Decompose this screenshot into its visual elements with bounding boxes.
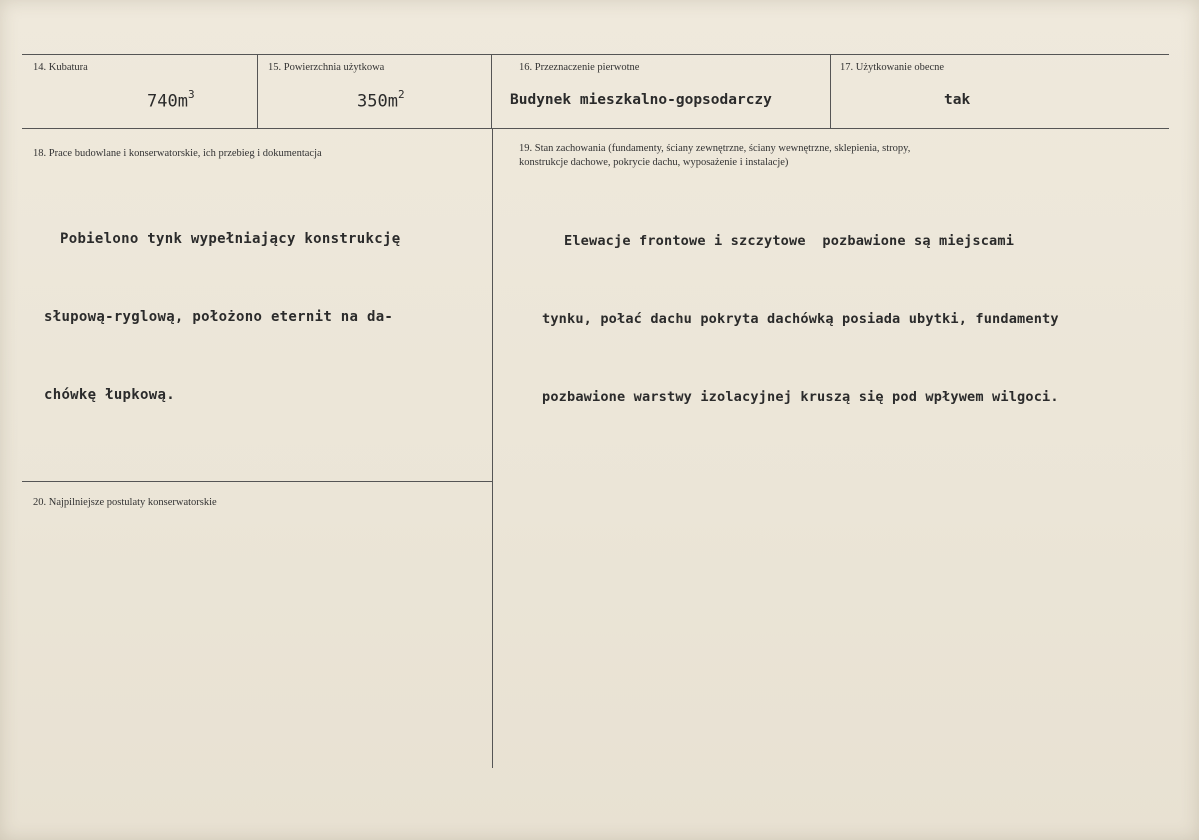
center-divider [492,128,493,768]
field-19-line: pozbawione warstwy izolacyjnej kruszą się pod wpływem wilgoci. [542,389,1059,405]
field-14-value: $740m^3$ [147,88,195,112]
field-16-label: 16. Przeznaczenie pierwotne [519,62,640,73]
divider-16-17 [830,54,831,128]
divider-14-15 [257,54,258,128]
field-19-text [542,176,1059,462]
field-18-line: chówkę łupkową. [44,387,175,403]
field-16-value: Budynek mieszkalno-gopsodarczy [510,92,772,108]
field-18-line: słupową-ryglową, położono eternit na da- [44,309,394,325]
field-18-label: 18. Prace budowlane i konserwatorskie, ich przebieg i dokumentacja [33,148,322,159]
field-15-value: $350m^2$ [357,88,405,112]
row1-bottom-rule [22,128,1169,129]
field-17-value: tak [944,92,971,108]
field-15-label: 15. Powierzchnia użytkowa [268,62,385,73]
field-19-label-line: 19. Stan zachowania (fundamenty, ściany zewnętrzne, ściany wewnętrzne, sklepienia, stropy, [519,143,911,154]
field-18-text [44,174,400,460]
divider-15-16 [491,54,492,128]
top-rule [22,54,1169,55]
field-20-label: 20. Najpilniejsze postulaty konserwatorskie [33,497,217,508]
field-17-label: 17. Użytkowanie obecne [840,62,945,73]
field-19-line: tynku, połać dachu pokryta dachówką posiada ubytki, fundamenty [542,311,1059,327]
field-19-label [519,142,910,170]
row2-bottom-rule [22,481,492,482]
field-19-line: Elewacje frontowe i szczytowe pozbawione są miejscami [564,233,1015,249]
field-14-label: 14. Kubatura [33,62,88,73]
field-18-line: Pobielono tynk wypełniający konstrukcję [60,231,401,247]
field-19-label-line: konstrukcje dachowe, pokrycie dachu, wyposażenie i instalacje) [519,157,789,168]
